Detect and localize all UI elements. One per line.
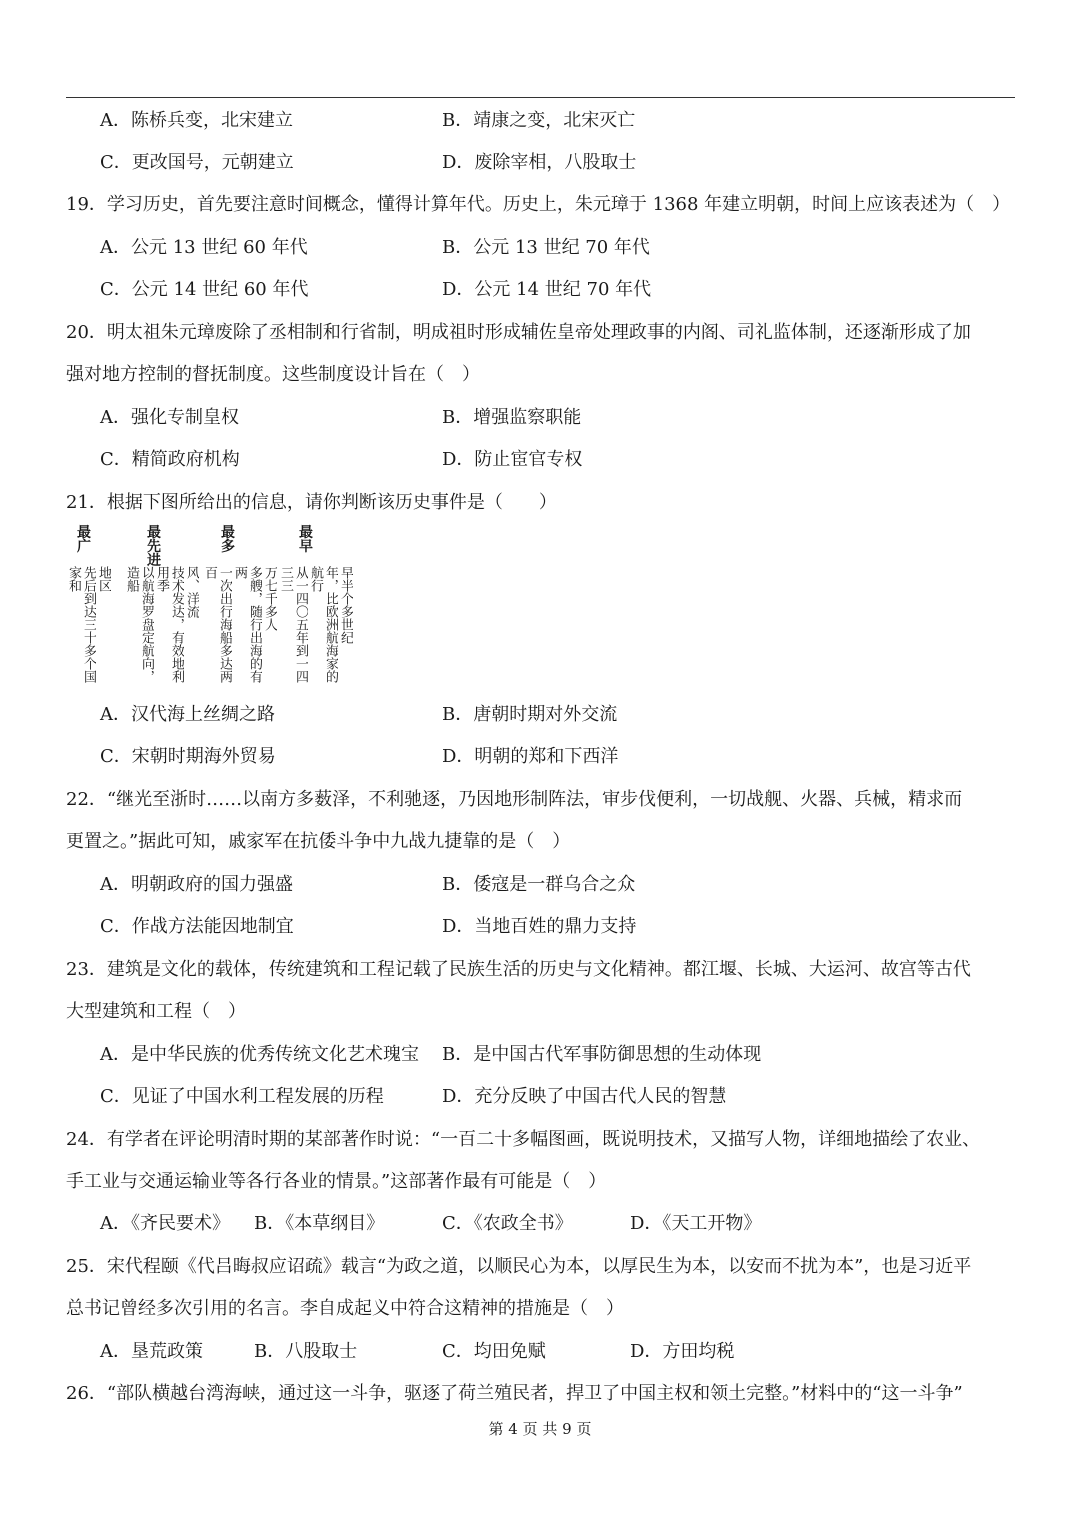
page-footer: 第 4 页 共 9 页 <box>488 1420 592 1438</box>
figure-head-most-many: 最多 <box>221 525 235 555</box>
figure-column-most-advanced <box>146 526 162 568</box>
q20-option-b: B．增强监察职能 <box>442 407 582 428</box>
q20-option-d: D．防止宦官专权 <box>442 449 583 470</box>
q21-option-c: C．宋朝时期海外贸易 <box>100 746 276 767</box>
q23-stem-line1: 23．建筑是文化的载体，传统建筑和工程记载了民族生活的历史与文化精神。都江堰、长城、大运河、故宫等古代 <box>66 959 971 980</box>
q22-stem-line1: 22．“继光至浙时……以南方多薮泽，不利驰逐，乃因地形制阵法，审步伐便利，一切战舰、火器、兵械，精求而 <box>66 789 963 810</box>
q24-option-b: B．《本草纲目》 <box>254 1213 385 1234</box>
q23-option-d: D．充分反映了中国古代人民的智慧 <box>442 1086 727 1107</box>
q20-option-c: C．精简政府机构 <box>100 449 240 470</box>
q18-option-a: A．陈桥兵变，北宋建立 <box>100 110 293 131</box>
q21-option-a: A．汉代海上丝绸之路 <box>100 704 275 725</box>
q24-stem-line2: 手工业与交通运输业等各行各业的情景。”这部著作最有可能是（ ） <box>66 1171 607 1192</box>
figure-text: 技术发达，有效地利用季 <box>154 566 184 683</box>
q22-option-a: A．明朝政府的国力强盛 <box>100 874 293 895</box>
q25-option-d: D．方田均税 <box>630 1341 735 1362</box>
q22-stem-line2: 更置之。”据此可知，戚家军在抗倭斗争中九战九捷靠的是（ ） <box>66 831 571 852</box>
figure-body-most-advanced <box>124 566 199 690</box>
q20-stem-line1: 20．明太祖朱元璋废除了丞相制和行省制，明成祖时形成辅佐皇帝处理政事的内阁、司礼监体制，还逐渐形成了加 <box>66 322 971 343</box>
q20-option-a: A．强化专制皇权 <box>100 407 239 428</box>
q24-option-d: D．《天工开物》 <box>630 1213 762 1234</box>
q22-option-b: B．倭寇是一群乌合之众 <box>442 874 636 895</box>
figure-column-most-many <box>220 526 236 554</box>
q25-stem-line1: 25．宋代程颐《代吕晦叔应诏疏》载言“为政之道，以顺民心为本，以厚民生为本，以安而不扰为本”，也是习近平 <box>66 1256 972 1277</box>
q24-option-c: C．《农政全书》 <box>442 1213 573 1234</box>
q26-stem-line1: 26．“部队横越台湾海峡，通过这一斗争，驱逐了荷兰殖民者，捍卫了中国主权和领土完整。”材料中的“这一斗争” <box>66 1383 963 1404</box>
q25-stem-line2: 总书记曾经多次引用的名言。李自成起义中符合这精神的措施是（ ） <box>66 1298 624 1319</box>
figure-text: 年，比欧洲航海家的航行 <box>308 566 338 683</box>
q23-stem-line2: 大型建筑和工程（ ） <box>66 1001 246 1022</box>
q24-stem-line1: 24．有学者在评论明清时期的某部著作时说：“一百二十多幅图画，既说明技术，又描写人物，详细地描绘了农业、 <box>66 1129 981 1150</box>
figure-head-most-wide: 最广 <box>77 525 91 555</box>
figure-text: 地区 <box>96 566 111 592</box>
q21-figure <box>66 525 353 692</box>
figure-text: 多艘，随行出海的有两 <box>232 566 262 683</box>
q24-option-a: A．《齐民要术》 <box>100 1213 230 1234</box>
q25-option-b: B．八股取士 <box>254 1341 358 1362</box>
q22-option-c: C．作战方法能因地制宜 <box>100 916 294 937</box>
figure-body-earliest <box>278 566 353 690</box>
figure-head-most-advanced: 最先进 <box>147 525 161 569</box>
figure-text: 先后到达三十多个国家和 <box>66 566 96 683</box>
figure-body-most-many <box>202 566 277 690</box>
q23-option-b: B．是中国古代军事防御思想的生动体现 <box>442 1044 762 1065</box>
figure-text: 风、洋流 <box>184 566 199 618</box>
q22-option-d: D．当地百姓的鼎力支持 <box>442 916 637 937</box>
q21-option-b: B．唐朝时期对外交流 <box>442 704 618 725</box>
figure-body-most-wide <box>66 566 111 690</box>
q25-option-c: C．均田免赋 <box>442 1341 546 1362</box>
figure-head-earliest: 最早 <box>299 525 313 555</box>
q19-stem: 19．学习历史，首先要注意时间概念，懂得计算年代。历史上，朱元璋于 1368 年建立明朝，时间上应该表述为（ ） <box>66 194 1011 215</box>
q23-option-a: A．是中华民族的优秀传统文化艺术瑰宝 <box>100 1044 419 1065</box>
q25-option-a: A．垦荒政策 <box>100 1341 203 1362</box>
figure-text: 早半个多世纪 <box>338 566 353 644</box>
q18-option-c: C．更改国号，元朝建立 <box>100 152 294 173</box>
header-rule <box>66 97 1015 98</box>
figure-text: 从一四〇五年到一四三三 <box>278 566 308 683</box>
q18-option-b: B．靖康之变，北宋灭亡 <box>442 110 636 131</box>
figure-column-earliest <box>298 526 314 554</box>
q19-option-d: D．公元 14 世纪 70 年代 <box>442 279 652 300</box>
figure-text: 一次出行海船多达两百 <box>202 566 232 683</box>
figure-text: 以航海罗盘定航向，造船 <box>124 566 154 683</box>
q20-stem-line2: 强对地方控制的督抚制度。这些制度设计旨在（ ） <box>66 364 480 385</box>
q21-stem: 21．根据下图所给出的信息，请你判断该历史事件是（ ） <box>66 492 557 513</box>
q19-option-c: C．公元 14 世纪 60 年代 <box>100 279 309 300</box>
figure-text: 万七千多人 <box>262 566 277 631</box>
q19-option-a: A．公元 13 世纪 60 年代 <box>100 237 308 258</box>
q18-option-d: D．废除宰相，八股取士 <box>442 152 637 173</box>
q21-option-d: D．明朝的郑和下西洋 <box>442 746 619 767</box>
q23-option-c: C．见证了中国水利工程发展的历程 <box>100 1086 384 1107</box>
figure-column-most-wide <box>76 526 92 554</box>
q19-option-b: B．公元 13 世纪 70 年代 <box>442 237 650 258</box>
